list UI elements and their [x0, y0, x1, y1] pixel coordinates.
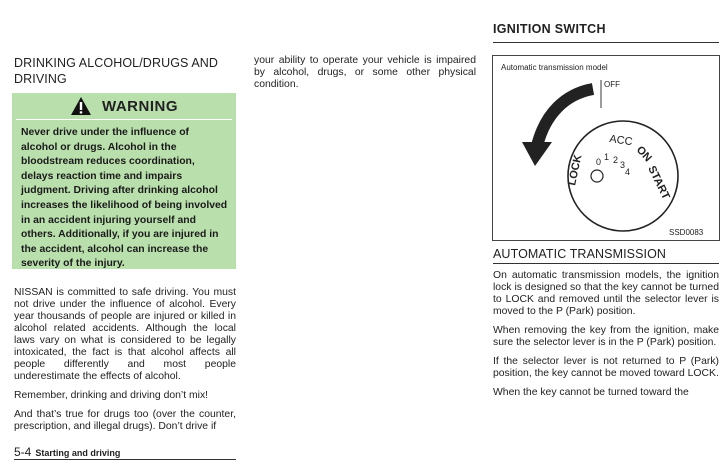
position-1: 1 [604, 152, 610, 162]
paragraph: On automatic transmission models, the ignition lock is designed so that the key cannot be turned to LOCK and removed until the selector lever is moved to the P (Park) position. [493, 270, 719, 317]
section-rule [493, 263, 719, 264]
section-title-drinking: DRINKING ALCOHOL/DRUGS AND DRIVING [14, 56, 219, 86]
automatic-body [493, 270, 719, 399]
figure-code: SSD0083 [669, 228, 704, 237]
footer-rule [14, 459, 236, 460]
start-label: START [645, 164, 672, 202]
paragraph: If the selector lever is not returned to P (Park) position, the key cannot be moved toward LOCK. [493, 356, 719, 379]
drinking-body [14, 287, 236, 433]
warning-box [12, 93, 236, 269]
section-title-automatic: AUTOMATIC TRANSMISSION [493, 247, 667, 261]
position-0: 0 [596, 157, 602, 167]
on-label: ON [633, 143, 654, 165]
paragraph: When the key cannot be turned toward the [493, 387, 689, 398]
page-header: IGNITION SWITCH [493, 22, 606, 36]
paragraph: Remember, drinking and driving don’t mix! [14, 390, 209, 401]
lock-label: LOCK [566, 153, 585, 187]
warning-header [12, 93, 236, 119]
warning-text: Never drive under the influence of alcohol or drugs. Alcohol in the bloodstream reduces coordination, delays reaction time and impairs judgment. Driving after drinking alcohol increases the likelihood of being involved in an accident injuring yourself and others. Additionally, if you are injured in the accident, alcohol can increase the severity of the injury. [21, 127, 228, 270]
paragraph: When removing the key from the ignition, make sure the selector lever is in the P (Park) position. [493, 325, 719, 348]
position-3: 3 [620, 160, 626, 170]
rotation-arrow-icon [522, 142, 552, 166]
ignition-figure [492, 55, 720, 241]
header-rule [493, 42, 719, 43]
drinking-continuation: your ability to operate your vehicle is impaired by alcohol, drugs, or some other physical condition. [254, 55, 476, 90]
section-name: Starting and driving [35, 448, 121, 458]
off-label: OFF [604, 80, 620, 89]
paragraph: And that’s true for drugs too (over the counter, prescription, and illegal drugs). Don’t drive if [14, 409, 236, 432]
position-4: 4 [625, 167, 631, 177]
warning-label: WARNING [102, 97, 178, 115]
paragraph: NISSAN is committed to safe driving. You must not drive under the influence of alcohol. Every year thousands of people are injured or killed in alcohol related accidents. Although the local laws vary on what is considered to be legally intoxicated, the fact is that alcohol affects all people differently and most people underestimate the effects of alcohol. [14, 287, 236, 382]
acc-label: ACC [608, 133, 634, 149]
position-2: 2 [613, 155, 619, 165]
warning-triangle-icon [70, 96, 92, 116]
key-slot-icon [591, 170, 603, 182]
page-number: 5-4 [14, 445, 32, 459]
ignition-switch-illustration [493, 56, 719, 240]
figure-caption: Automatic transmission model [501, 63, 608, 72]
